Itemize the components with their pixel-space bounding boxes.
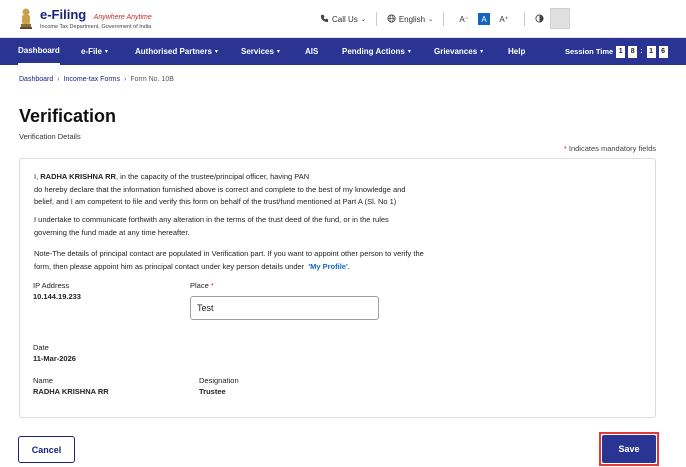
nav-pending-actions-label: Pending Actions <box>342 47 405 56</box>
chevron-down-icon: ▾ <box>276 49 280 55</box>
note-paragraph <box>34 248 654 273</box>
user-avatar[interactable] <box>550 8 570 29</box>
declaration-line-1 <box>34 171 654 184</box>
language-label: English <box>398 14 426 24</box>
my-profile-link[interactable]: 'My Profile' <box>308 261 348 271</box>
required-star: * <box>563 144 567 153</box>
contrast-toggle-button[interactable] <box>535 14 544 25</box>
nav-help-label: Help <box>508 47 526 56</box>
place-label <box>190 281 214 290</box>
breadcrumb-separator: › <box>57 76 60 83</box>
nav-authorised-partners-label: Authorised Partners <box>135 47 212 56</box>
declaration-paragraph <box>34 171 654 209</box>
session-digit: 1 <box>616 46 625 58</box>
logo-text <box>40 7 152 31</box>
nav-services[interactable] <box>241 38 280 65</box>
chevron-down-icon: ▾ <box>407 49 411 55</box>
increase-font-button[interactable]: A⁺ <box>499 14 509 24</box>
contrast-icon <box>535 14 544 25</box>
note-line-2 <box>34 261 654 274</box>
session-colon: : <box>640 48 643 55</box>
call-us-label: Call Us <box>332 14 358 24</box>
undertaking-line-1: I undertake to communicate forthwith any alteration in the terms of the trust deed of the fund, or in the rules <box>34 215 389 224</box>
note-line-1: Note-The details of principal contact are populated in Verification part. If you want to appoint other person to verify the <box>34 249 424 258</box>
required-star: * <box>210 281 214 290</box>
session-digit: 1 <box>647 46 656 58</box>
note-end: . <box>347 261 350 271</box>
mandatory-text: Indicates mandatory fields <box>568 144 656 153</box>
nav-dashboard[interactable] <box>18 38 60 65</box>
call-us-button[interactable] <box>320 14 366 25</box>
nav-dashboard-label: Dashboard <box>18 46 60 55</box>
name-label: Name <box>33 376 54 385</box>
page-subtitle: Verification Details <box>19 132 81 141</box>
ip-address-value: 10.144.19.233 <box>33 292 81 301</box>
nav-grievances[interactable] <box>434 38 483 65</box>
place-label-text: Place <box>190 281 209 290</box>
logo-main-text: e-Filing <box>40 7 87 23</box>
breadcrumb-current: Form No. 10B <box>130 76 174 83</box>
nav-efile-label: e-File <box>81 47 102 56</box>
breadcrumb <box>19 76 174 83</box>
globe-icon <box>387 14 396 25</box>
nav-ais-label: AIS <box>305 47 319 56</box>
verification-card <box>19 158 656 418</box>
date-label: Date <box>33 343 49 352</box>
chevron-down-icon: ▾ <box>480 49 484 55</box>
logo-tagline: Anywhere Anytime <box>93 14 152 22</box>
divider <box>376 12 377 26</box>
chevron-down-icon: ⌄ <box>428 16 434 23</box>
save-button[interactable]: Save <box>602 435 656 463</box>
designation-value: Trustee <box>199 387 226 396</box>
nav-help[interactable] <box>508 38 525 65</box>
session-digit: 6 <box>659 46 668 58</box>
decrease-font-button[interactable]: A⁻ <box>459 14 469 24</box>
nav-pending-actions[interactable] <box>342 38 411 65</box>
nav-efile[interactable] <box>81 38 108 65</box>
breadcrumb-income-tax-forms[interactable]: Income-tax Forms <box>63 76 120 83</box>
divider <box>443 12 444 26</box>
nav-services-label: Services <box>241 47 274 56</box>
place-input[interactable] <box>190 296 379 320</box>
session-digit: 8 <box>628 46 637 58</box>
nav-authorised-partners[interactable] <box>135 38 218 65</box>
declarant-name: RADHA KRISHNA RR <box>40 172 116 181</box>
main-navbar <box>0 38 686 65</box>
date-value: 11-Mar-2026 <box>33 354 76 363</box>
header-tools <box>320 0 544 38</box>
declaration-prefix: I, <box>34 172 41 181</box>
breadcrumb-dashboard[interactable]: Dashboard <box>19 76 54 83</box>
ip-address-label: IP Address <box>33 281 70 290</box>
undertaking-paragraph <box>34 214 654 239</box>
session-time-label: Session Time <box>565 47 614 56</box>
nav-grievances-label: Grievances <box>434 47 478 56</box>
breadcrumb-separator: › <box>124 76 127 83</box>
logo-subtitle: Income Tax Department, Government of India <box>40 24 152 31</box>
page-title: Verification <box>19 106 117 126</box>
name-value: RADHA KRISHNA RR <box>33 387 109 396</box>
note-line-2-text: form, then please appoint him as principal contact under key person details under <box>34 261 305 271</box>
top-header <box>0 0 686 38</box>
session-timer <box>565 38 668 65</box>
designation-label: Designation <box>199 376 239 385</box>
language-selector[interactable] <box>387 14 433 25</box>
cancel-button[interactable]: Cancel <box>18 436 75 463</box>
phone-icon <box>320 14 329 25</box>
national-emblem-icon <box>16 6 36 32</box>
declaration-line-2: do hereby declare that the information furnished above is correct and complete to the best of my knowledge and <box>34 184 406 194</box>
undertaking-line-2: governing the fund made at any time hereafter. <box>34 227 190 237</box>
nav-ais[interactable] <box>305 38 318 65</box>
mandatory-note <box>564 144 656 153</box>
declaration-suffix: , in the capacity of the trustee/principal officer, having PAN <box>115 172 310 181</box>
chevron-down-icon: ▾ <box>214 49 218 55</box>
normal-font-button[interactable]: A <box>478 13 490 25</box>
declaration-line-3: belief, and I am competent to file and verify this form on behalf of the trust/fund mentioned at Part A (Sl. No 1) <box>34 197 397 206</box>
chevron-down-icon: ▾ <box>104 49 108 55</box>
chevron-down-icon: ⌄ <box>360 16 366 23</box>
divider <box>524 12 525 26</box>
efiling-logo[interactable] <box>16 5 152 33</box>
